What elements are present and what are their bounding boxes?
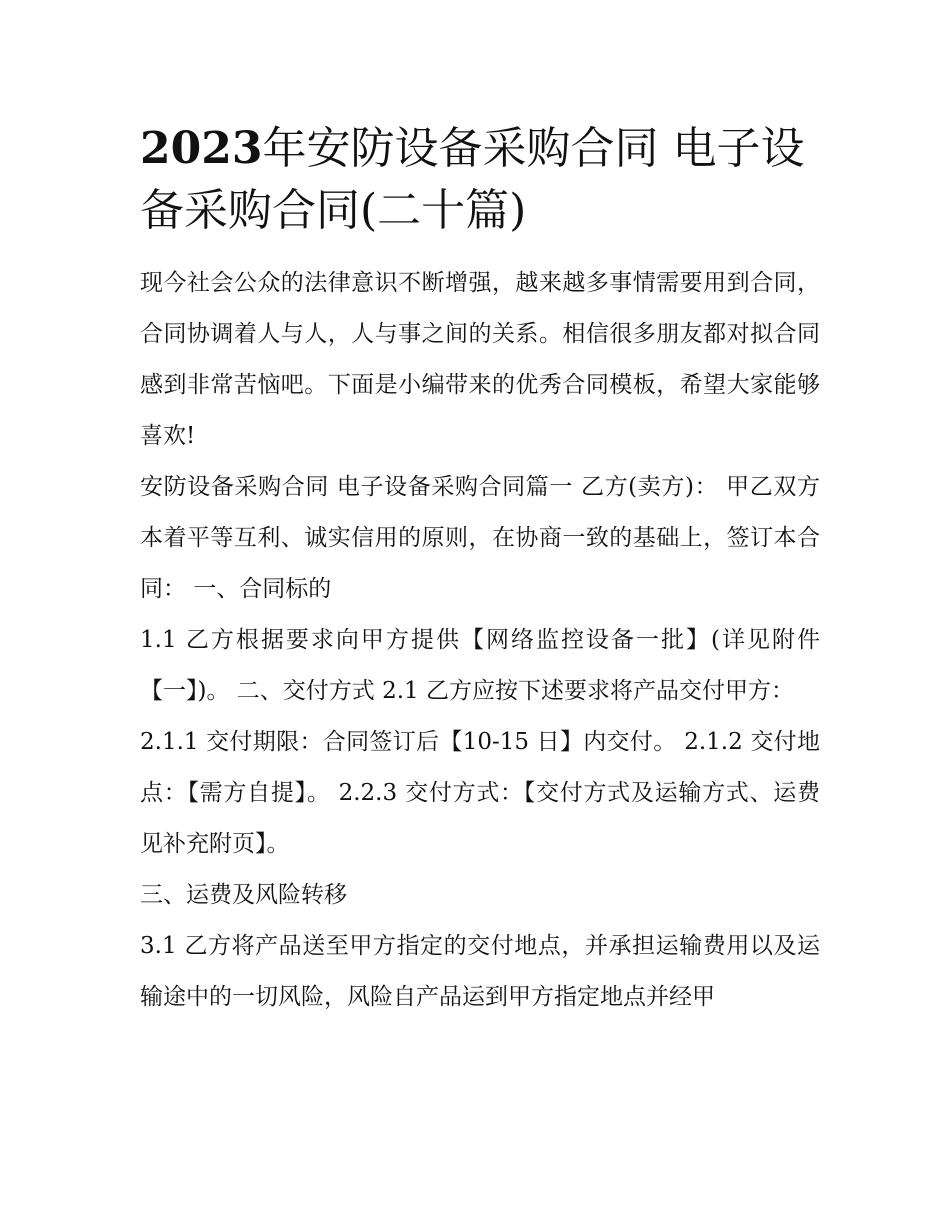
title-year: 2023 <box>140 123 263 174</box>
document-title <box>140 118 820 242</box>
clause-1-1-paragraph: 1.1 乙方根据要求向甲方提供【网络监控设备一批】(详见附件【一】)。 二、交付方式 2.1 乙方应按下述要求将产品交付甲方： <box>140 627 820 704</box>
intro-paragraph: 现今社会公众的法律意识不断增强，越来越多事情需要用到合同，合同协调着人与人，人与事之间的关系。相信很多朋友都对拟合同感到非常苦恼吧。下面是小编带来的优秀合同模板，希望大家能够喜欢! <box>140 270 820 449</box>
document-page <box>140 118 820 1023</box>
title-text: 年安防设备采购合同 电子设备采购合同(二十篇) <box>140 123 805 236</box>
clause-3-1-paragraph: 3.1 乙方将产品送至甲方指定的交付地点，并承担运输费用以及运输途中的一切风险，风险自产品运到甲方指定地点并经甲 <box>140 933 820 1010</box>
contract-opening-paragraph: 安防设备采购合同 电子设备采购合同篇一 乙方(卖方)： 甲乙双方本着平等互利、诚实信用的原则，在协商一致的基础上，签订本合同： 一、合同标的 <box>140 474 820 602</box>
clause-2-1-1-paragraph: 2.1.1 交付期限：合同签订后【10-15 日】内交付。 2.1.2 交付地点：【需方自提】。 2.2.3 交付方式：【交付方式及运输方式、运费见补充附页】。 <box>140 729 820 857</box>
section-3-heading: 三、运费及风险转移 <box>140 882 347 908</box>
